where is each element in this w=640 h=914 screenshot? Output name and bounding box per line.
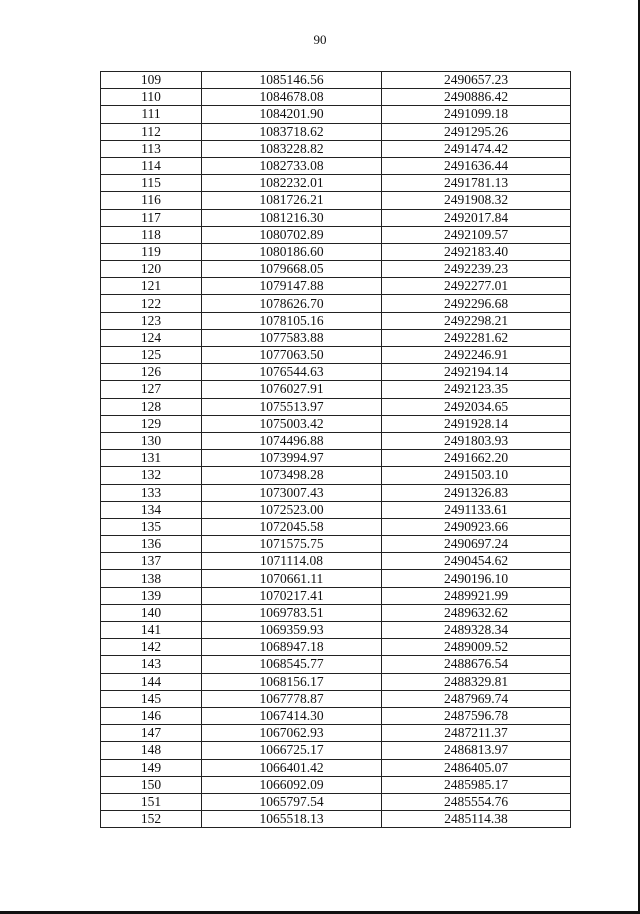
y-coordinate-cell: 2492296.68 (382, 295, 571, 312)
table-row (101, 106, 571, 123)
y-coordinate-cell: 2491908.32 (382, 192, 571, 209)
x-coordinate-cell: 1069783.51 (202, 604, 382, 621)
table-row (101, 690, 571, 707)
y-coordinate-cell: 2492277.01 (382, 278, 571, 295)
y-coordinate-cell: 2491781.13 (382, 175, 571, 192)
x-coordinate-cell: 1080702.89 (202, 226, 382, 243)
y-coordinate-cell: 2490923.66 (382, 518, 571, 535)
x-coordinate-cell: 1067062.93 (202, 725, 382, 742)
y-coordinate-cell: 2492194.14 (382, 364, 571, 381)
x-coordinate-cell: 1076027.91 (202, 381, 382, 398)
point-number-cell: 118 (101, 226, 202, 243)
table-row (101, 415, 571, 432)
point-number-cell: 149 (101, 759, 202, 776)
x-coordinate-cell: 1078626.70 (202, 295, 382, 312)
table-row (101, 450, 571, 467)
point-number-cell: 109 (101, 72, 202, 89)
x-coordinate-cell: 1070217.41 (202, 587, 382, 604)
point-number-cell: 114 (101, 157, 202, 174)
y-coordinate-cell: 2491099.18 (382, 106, 571, 123)
y-coordinate-cell: 2488329.81 (382, 673, 571, 690)
table-row (101, 467, 571, 484)
point-number-cell: 112 (101, 123, 202, 140)
y-coordinate-cell: 2492109.57 (382, 226, 571, 243)
y-coordinate-cell: 2489632.62 (382, 604, 571, 621)
x-coordinate-cell: 1077063.50 (202, 347, 382, 364)
table-row (101, 398, 571, 415)
table-row (101, 725, 571, 742)
point-number-cell: 119 (101, 243, 202, 260)
y-coordinate-cell: 2486405.07 (382, 759, 571, 776)
y-coordinate-cell: 2492017.84 (382, 209, 571, 226)
table-row (101, 261, 571, 278)
x-coordinate-cell: 1065797.54 (202, 793, 382, 810)
point-number-cell: 125 (101, 347, 202, 364)
x-coordinate-cell: 1068947.18 (202, 639, 382, 656)
table-row (101, 432, 571, 449)
y-coordinate-cell: 2489328.34 (382, 622, 571, 639)
y-coordinate-cell: 2487596.78 (382, 707, 571, 724)
y-coordinate-cell: 2485114.38 (382, 811, 571, 828)
point-number-cell: 148 (101, 742, 202, 759)
point-number-cell: 145 (101, 690, 202, 707)
y-coordinate-cell: 2491474.42 (382, 140, 571, 157)
table-row (101, 536, 571, 553)
x-coordinate-cell: 1081216.30 (202, 209, 382, 226)
x-coordinate-cell: 1077583.88 (202, 329, 382, 346)
table-row (101, 175, 571, 192)
x-coordinate-cell: 1073007.43 (202, 484, 382, 501)
table-row (101, 364, 571, 381)
table-row (101, 759, 571, 776)
y-coordinate-cell: 2489921.99 (382, 587, 571, 604)
table-row (101, 209, 571, 226)
x-coordinate-cell: 1071575.75 (202, 536, 382, 553)
table-row (101, 622, 571, 639)
y-coordinate-cell: 2491928.14 (382, 415, 571, 432)
table-row (101, 587, 571, 604)
table-row (101, 226, 571, 243)
y-coordinate-cell: 2491133.61 (382, 501, 571, 518)
y-coordinate-cell: 2491636.44 (382, 157, 571, 174)
point-number-cell: 126 (101, 364, 202, 381)
x-coordinate-cell: 1085146.56 (202, 72, 382, 89)
y-coordinate-cell: 2492034.65 (382, 398, 571, 415)
point-number-cell: 121 (101, 278, 202, 295)
point-number-cell: 120 (101, 261, 202, 278)
y-coordinate-cell: 2490697.24 (382, 536, 571, 553)
y-coordinate-cell: 2492123.35 (382, 381, 571, 398)
x-coordinate-cell: 1073994.97 (202, 450, 382, 467)
y-coordinate-cell: 2485554.76 (382, 793, 571, 810)
table-row (101, 793, 571, 810)
y-coordinate-cell: 2491326.83 (382, 484, 571, 501)
x-coordinate-cell: 1068156.17 (202, 673, 382, 690)
point-number-cell: 131 (101, 450, 202, 467)
x-coordinate-cell: 1068545.77 (202, 656, 382, 673)
y-coordinate-cell: 2491295.26 (382, 123, 571, 140)
x-coordinate-cell: 1078105.16 (202, 312, 382, 329)
table-row (101, 707, 571, 724)
x-coordinate-cell: 1080186.60 (202, 243, 382, 260)
point-number-cell: 134 (101, 501, 202, 518)
point-number-cell: 150 (101, 776, 202, 793)
x-coordinate-cell: 1072523.00 (202, 501, 382, 518)
table-row (101, 89, 571, 106)
x-coordinate-cell: 1081726.21 (202, 192, 382, 209)
y-coordinate-cell: 2492183.40 (382, 243, 571, 260)
x-coordinate-cell: 1079668.05 (202, 261, 382, 278)
point-number-cell: 116 (101, 192, 202, 209)
point-number-cell: 133 (101, 484, 202, 501)
x-coordinate-cell: 1079147.88 (202, 278, 382, 295)
table-row (101, 673, 571, 690)
point-number-cell: 111 (101, 106, 202, 123)
table-row (101, 329, 571, 346)
point-number-cell: 138 (101, 570, 202, 587)
page-number: 90 (313, 32, 327, 47)
y-coordinate-cell: 2491503.10 (382, 467, 571, 484)
x-coordinate-cell: 1072045.58 (202, 518, 382, 535)
x-coordinate-cell: 1071114.08 (202, 553, 382, 570)
x-coordinate-cell: 1065518.13 (202, 811, 382, 828)
table-row (101, 243, 571, 260)
table-row (101, 656, 571, 673)
x-coordinate-cell: 1066401.42 (202, 759, 382, 776)
x-coordinate-cell: 1083718.62 (202, 123, 382, 140)
table-row (101, 484, 571, 501)
x-coordinate-cell: 1076544.63 (202, 364, 382, 381)
table-row (101, 295, 571, 312)
table-row (101, 776, 571, 793)
x-coordinate-cell: 1069359.93 (202, 622, 382, 639)
point-number-cell: 136 (101, 536, 202, 553)
x-coordinate-cell: 1074496.88 (202, 432, 382, 449)
point-number-cell: 135 (101, 518, 202, 535)
y-coordinate-cell: 2492239.23 (382, 261, 571, 278)
table-row (101, 381, 571, 398)
y-coordinate-cell: 2488676.54 (382, 656, 571, 673)
point-number-cell: 129 (101, 415, 202, 432)
x-coordinate-cell: 1066092.09 (202, 776, 382, 793)
table-row (101, 553, 571, 570)
point-number-cell: 144 (101, 673, 202, 690)
y-coordinate-cell: 2490196.10 (382, 570, 571, 587)
table-row (101, 347, 571, 364)
point-number-cell: 122 (101, 295, 202, 312)
table-row (101, 501, 571, 518)
table-row (101, 742, 571, 759)
y-coordinate-cell: 2490454.62 (382, 553, 571, 570)
point-number-cell: 151 (101, 793, 202, 810)
x-coordinate-cell: 1075003.42 (202, 415, 382, 432)
x-coordinate-cell: 1075513.97 (202, 398, 382, 415)
table-row (101, 604, 571, 621)
y-coordinate-cell: 2492281.62 (382, 329, 571, 346)
point-number-cell: 124 (101, 329, 202, 346)
y-coordinate-cell: 2486813.97 (382, 742, 571, 759)
table-row (101, 140, 571, 157)
point-number-cell: 123 (101, 312, 202, 329)
point-number-cell: 139 (101, 587, 202, 604)
x-coordinate-cell: 1082232.01 (202, 175, 382, 192)
point-number-cell: 141 (101, 622, 202, 639)
x-coordinate-cell: 1067414.30 (202, 707, 382, 724)
point-number-cell: 130 (101, 432, 202, 449)
coordinates-table-body (101, 72, 571, 828)
point-number-cell: 117 (101, 209, 202, 226)
y-coordinate-cell: 2490886.42 (382, 89, 571, 106)
x-coordinate-cell: 1073498.28 (202, 467, 382, 484)
point-number-cell: 127 (101, 381, 202, 398)
point-number-cell: 132 (101, 467, 202, 484)
point-number-cell: 143 (101, 656, 202, 673)
point-number-cell: 113 (101, 140, 202, 157)
point-number-cell: 152 (101, 811, 202, 828)
point-number-cell: 128 (101, 398, 202, 415)
point-number-cell: 147 (101, 725, 202, 742)
point-number-cell: 146 (101, 707, 202, 724)
y-coordinate-cell: 2492298.21 (382, 312, 571, 329)
y-coordinate-cell: 2487969.74 (382, 690, 571, 707)
point-number-cell: 115 (101, 175, 202, 192)
table-row (101, 570, 571, 587)
x-coordinate-cell: 1070661.11 (202, 570, 382, 587)
coordinates-table (100, 71, 571, 828)
table-row (101, 278, 571, 295)
point-number-cell: 110 (101, 89, 202, 106)
table-row (101, 312, 571, 329)
point-number-cell: 137 (101, 553, 202, 570)
x-coordinate-cell: 1066725.17 (202, 742, 382, 759)
y-coordinate-cell: 2491803.93 (382, 432, 571, 449)
point-number-cell: 140 (101, 604, 202, 621)
table-row (101, 123, 571, 140)
table-row (101, 192, 571, 209)
x-coordinate-cell: 1082733.08 (202, 157, 382, 174)
table-row (101, 72, 571, 89)
x-coordinate-cell: 1084201.90 (202, 106, 382, 123)
y-coordinate-cell: 2489009.52 (382, 639, 571, 656)
y-coordinate-cell: 2491662.20 (382, 450, 571, 467)
x-coordinate-cell: 1083228.82 (202, 140, 382, 157)
x-coordinate-cell: 1067778.87 (202, 690, 382, 707)
table-row (101, 639, 571, 656)
point-number-cell: 142 (101, 639, 202, 656)
x-coordinate-cell: 1084678.08 (202, 89, 382, 106)
y-coordinate-cell: 2492246.91 (382, 347, 571, 364)
y-coordinate-cell: 2487211.37 (382, 725, 571, 742)
table-row (101, 157, 571, 174)
table-row (101, 811, 571, 828)
y-coordinate-cell: 2485985.17 (382, 776, 571, 793)
y-coordinate-cell: 2490657.23 (382, 72, 571, 89)
table-row (101, 518, 571, 535)
